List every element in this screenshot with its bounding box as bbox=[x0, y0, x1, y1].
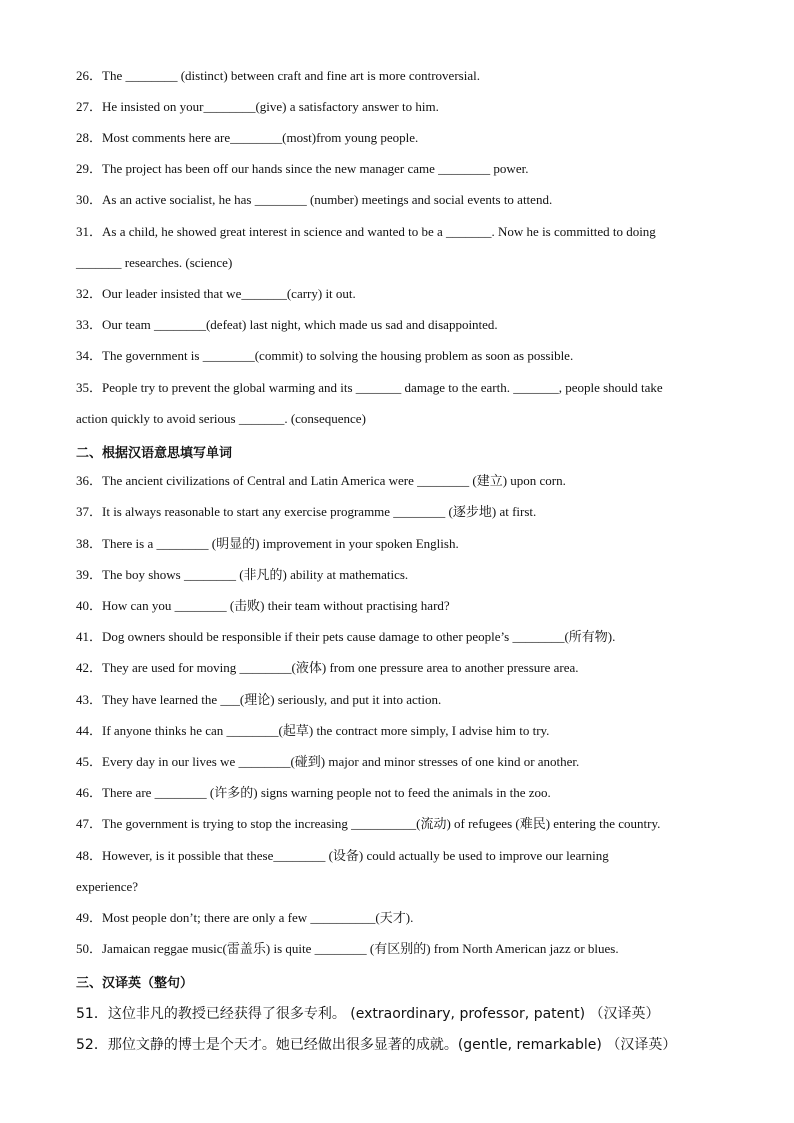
question-48-continued: experience? bbox=[76, 879, 139, 894]
question-32: 32．Our leader insisted that we_______(carry) it out. bbox=[76, 286, 356, 301]
question-26: 26．The ________ (distinct) between craft and fine art is more controversial. bbox=[76, 68, 480, 83]
question-27: 27．He insisted on your________(give) a satisfactory answer to him. bbox=[76, 99, 439, 114]
question-29: 29．The project has been off our hands since the new manager came ________ power. bbox=[76, 161, 529, 176]
section-2-title: 二、根据汉语意思填写单词 bbox=[76, 446, 233, 461]
question-33: 33．Our team ________(defeat) last night, which made us sad and disappointed. bbox=[76, 317, 498, 332]
question-35: 35．People try to prevent the global warming and its _______ damage to the earth. _______, people should take bbox=[76, 380, 663, 395]
question-30: 30．As an active socialist, he has ________ (number) meetings and social events to attend. bbox=[76, 192, 553, 207]
question-37: 37．It is always reasonable to start any exercise programme ________ (逐步地) at first. bbox=[76, 504, 537, 519]
question-52: 52．那位文静的博士是个天才。她已经做出很多显著的成就。(gentle, remarkable) （汉译英） bbox=[76, 1037, 677, 1053]
question-44: 44．If anyone thinks he can ________(起草) the contract more simply, I advise him to try. bbox=[76, 723, 550, 738]
question-41: 41．Dog owners should be responsible if their pets cause damage to other people’s ________(所有物). bbox=[76, 629, 616, 644]
question-35-continued: action quickly to avoid serious _______. (consequence) bbox=[76, 411, 366, 426]
question-43: 43．They have learned the ___(理论) seriously, and put it into action. bbox=[76, 692, 442, 707]
question-50: 50．Jamaican reggae music(雷盖乐) is quite ________ (有区别的) from North American jazz or blues. bbox=[76, 941, 619, 956]
question-36: 36．The ancient civilizations of Central and Latin America were ________ (建立) upon corn. bbox=[76, 473, 566, 488]
question-40: 40．How can you ________ (击败) their team without practising hard? bbox=[76, 598, 450, 613]
question-46: 46．There are ________ (许多的) signs warning people not to feed the animals in the zoo. bbox=[76, 785, 551, 800]
question-31: 31．As a child, he showed great interest in science and wanted to be a _______. Now he is committed to doing bbox=[76, 224, 656, 239]
question-31-continued: _______ researches. (science) bbox=[76, 255, 233, 270]
question-47: 47．The government is trying to stop the increasing __________(流动) of refugees (难民) entering the country. bbox=[76, 816, 661, 831]
question-49: 49．Most people don’t; there are only a few __________(天才). bbox=[76, 910, 414, 925]
question-45: 45．Every day in our lives we ________(碰到) major and minor stresses of one kind or another. bbox=[76, 754, 580, 769]
question-38: 38．There is a ________ (明显的) improvement in your spoken English. bbox=[76, 536, 459, 551]
question-51: 51．这位非凡的教授已经获得了很多专利。 (extraordinary, professor, patent) （汉译英） bbox=[76, 1006, 660, 1022]
section-3-title: 三、汉译英（整句） bbox=[76, 976, 194, 991]
question-28: 28．Most comments here are________(most)from young people. bbox=[76, 130, 419, 145]
question-39: 39．The boy shows ________ (非凡的) ability at mathematics. bbox=[76, 567, 409, 582]
question-34: 34．The government is ________(commit) to solving the housing problem as soon as possible. bbox=[76, 348, 574, 363]
question-48: 48．However, is it possible that these________ (设备) could actually be used to improve our learning bbox=[76, 848, 609, 863]
question-42: 42．They are used for moving ________(液体) from one pressure area to another pressure area. bbox=[76, 660, 579, 675]
